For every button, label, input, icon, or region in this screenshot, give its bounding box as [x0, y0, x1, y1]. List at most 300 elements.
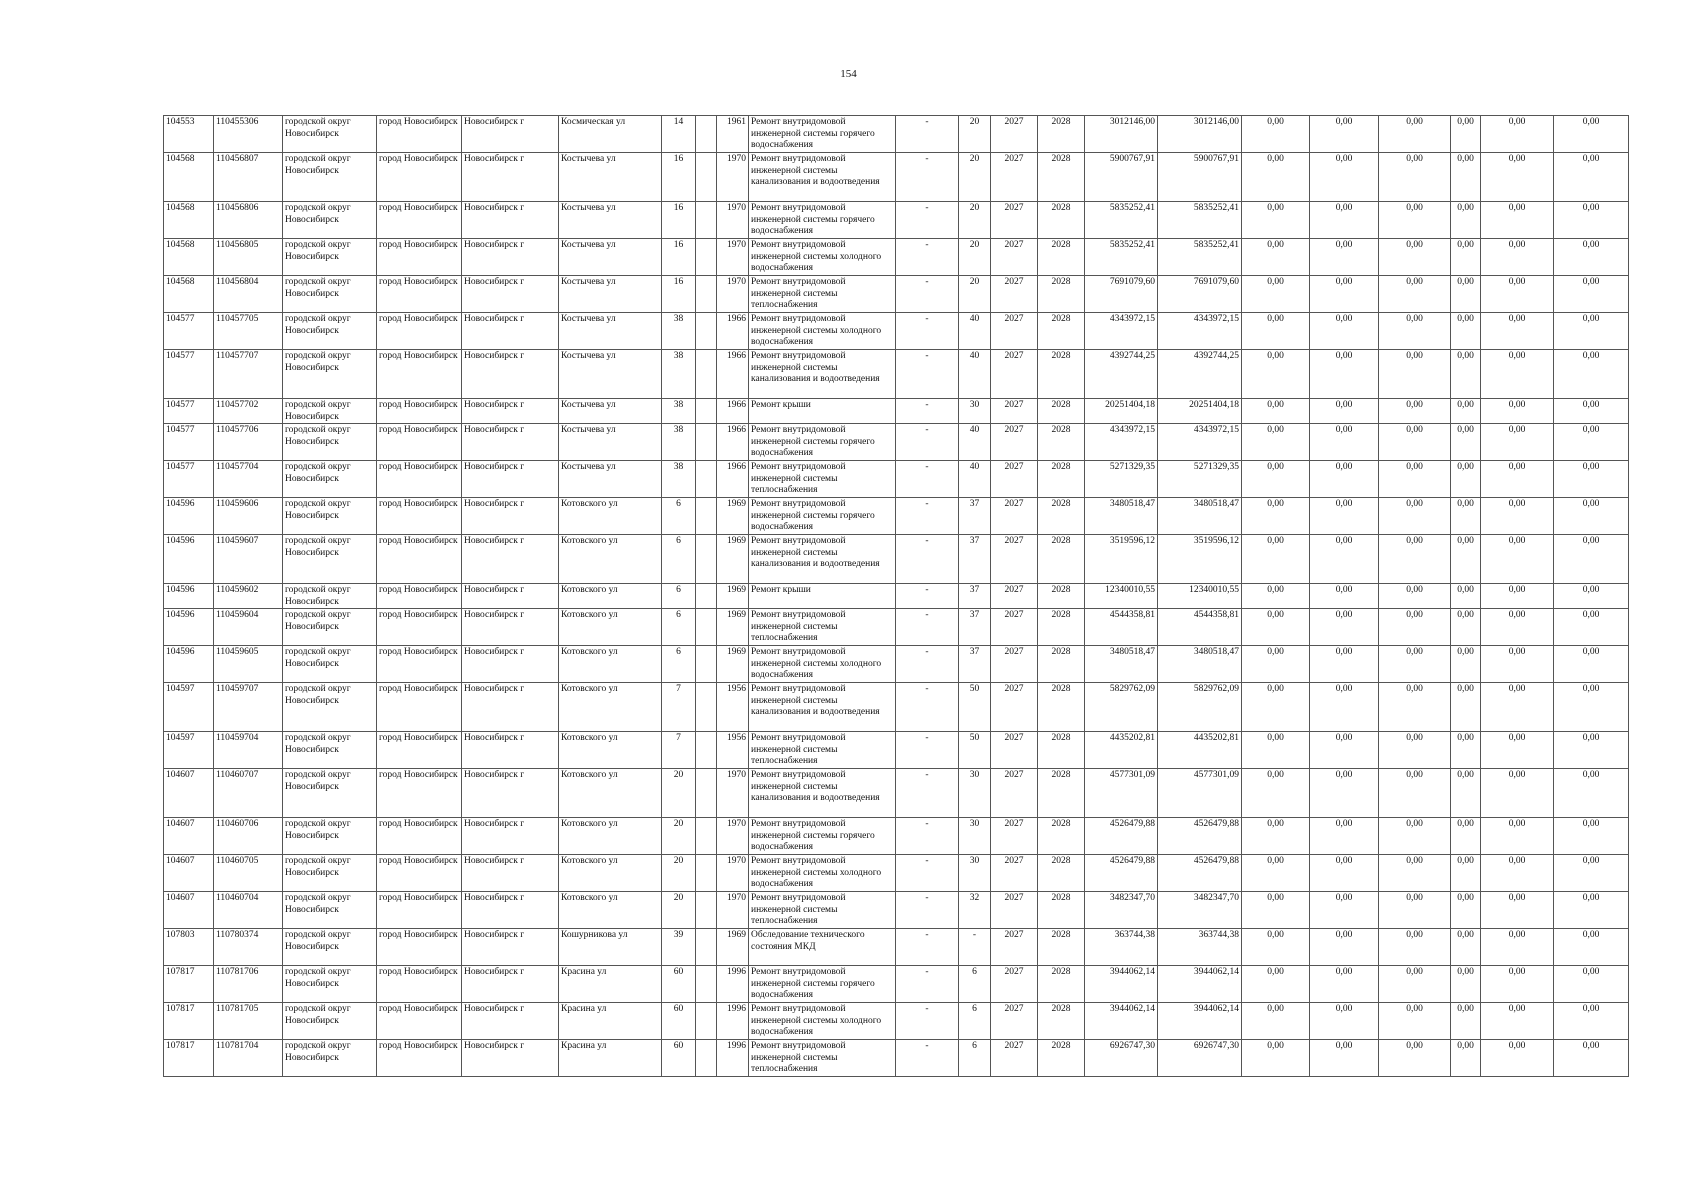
- cell-gorod: город Новосибирск: [377, 1003, 462, 1040]
- cell-c1: -: [896, 498, 959, 535]
- cell-np: Новосибирск г: [462, 769, 559, 818]
- table-row: [164, 683, 1629, 732]
- cell-y2: 2028: [1038, 399, 1085, 424]
- cell-z4: 0,00: [1451, 461, 1481, 498]
- cell-z4: 0,00: [1451, 313, 1481, 350]
- cell-code: 110781705: [214, 1003, 283, 1040]
- cell-work: Ремонт внутридомовой инженерной системы горячего водоснабжения: [749, 116, 896, 153]
- cell-year: 1970: [717, 769, 749, 818]
- cell-z5: 0,00: [1481, 116, 1554, 153]
- table-row: [164, 966, 1629, 1003]
- cell-c1: -: [896, 276, 959, 313]
- cell-z2: 0,00: [1310, 535, 1379, 584]
- cell-c1: -: [896, 818, 959, 855]
- cell-z5: 0,00: [1481, 609, 1554, 646]
- cell-z6: 0,00: [1554, 498, 1629, 535]
- cell-gorod: город Новосибирск: [377, 818, 462, 855]
- cell-z2: 0,00: [1310, 609, 1379, 646]
- cell-y2: 2028: [1038, 461, 1085, 498]
- cell-np: Новосибирск г: [462, 855, 559, 892]
- cell-y1: 2027: [991, 683, 1038, 732]
- cell-sum2: 4392744,25: [1158, 350, 1242, 399]
- cell-okrug: городской округ Новосибирск: [283, 892, 377, 929]
- cell-z2: 0,00: [1310, 276, 1379, 313]
- cell-z1: 0,00: [1242, 1003, 1310, 1040]
- cell-z5: 0,00: [1481, 461, 1554, 498]
- cell-okrug: городской округ Новосибирск: [283, 646, 377, 683]
- cell-korp: [696, 732, 717, 769]
- cell-z1: 0,00: [1242, 609, 1310, 646]
- cell-year: 1969: [717, 498, 749, 535]
- cell-np: Новосибирск г: [462, 732, 559, 769]
- cell-work: Ремонт внутридомовой инженерной системы холодного водоснабжения: [749, 239, 896, 276]
- cell-street: Котовского ул: [559, 646, 662, 683]
- cell-gorod: город Новосибирск: [377, 732, 462, 769]
- cell-y1: 2027: [991, 732, 1038, 769]
- cell-z4: 0,00: [1451, 1040, 1481, 1077]
- cell-z5: 0,00: [1481, 929, 1554, 966]
- cell-id: 104596: [164, 609, 214, 646]
- cell-y1: 2027: [991, 609, 1038, 646]
- cell-z3: 0,00: [1379, 498, 1451, 535]
- cell-sum1: 3944062,14: [1085, 966, 1158, 1003]
- cell-korp: [696, 399, 717, 424]
- cell-z2: 0,00: [1310, 498, 1379, 535]
- cell-np: Новосибирск г: [462, 929, 559, 966]
- cell-year: 1996: [717, 966, 749, 1003]
- cell-sum2: 4435202,81: [1158, 732, 1242, 769]
- cell-id: 104568: [164, 276, 214, 313]
- cell-y1: 2027: [991, 1003, 1038, 1040]
- cell-c1: -: [896, 892, 959, 929]
- cell-work: Ремонт внутридомовой инженерной системы горячего водоснабжения: [749, 966, 896, 1003]
- cell-c2: 40: [959, 424, 991, 461]
- table-row: [164, 424, 1629, 461]
- cell-np: Новосибирск г: [462, 1003, 559, 1040]
- cell-korp: [696, 239, 717, 276]
- cell-z2: 0,00: [1310, 1003, 1379, 1040]
- cell-z6: 0,00: [1554, 929, 1629, 966]
- cell-house: 20: [662, 818, 696, 855]
- cell-y1: 2027: [991, 966, 1038, 1003]
- cell-gorod: город Новосибирск: [377, 609, 462, 646]
- cell-z3: 0,00: [1379, 892, 1451, 929]
- cell-c1: -: [896, 239, 959, 276]
- cell-z1: 0,00: [1242, 966, 1310, 1003]
- cell-y1: 2027: [991, 498, 1038, 535]
- table-row: [164, 276, 1629, 313]
- cell-z1: 0,00: [1242, 892, 1310, 929]
- cell-gorod: город Новосибирск: [377, 1040, 462, 1077]
- cell-z6: 0,00: [1554, 732, 1629, 769]
- cell-sum2: 4577301,09: [1158, 769, 1242, 818]
- cell-year: 1966: [717, 399, 749, 424]
- cell-gorod: город Новосибирск: [377, 399, 462, 424]
- cell-id: 107817: [164, 966, 214, 1003]
- cell-z6: 0,00: [1554, 818, 1629, 855]
- cell-c1: -: [896, 350, 959, 399]
- cell-z3: 0,00: [1379, 535, 1451, 584]
- cell-c1: -: [896, 461, 959, 498]
- cell-okrug: городской округ Новосибирск: [283, 276, 377, 313]
- cell-work: Обследование технического состояния МКД: [749, 929, 896, 966]
- cell-street: Котовского ул: [559, 535, 662, 584]
- cell-street: Костычева ул: [559, 153, 662, 202]
- cell-y2: 2028: [1038, 769, 1085, 818]
- cell-okrug: городской округ Новосибирск: [283, 202, 377, 239]
- cell-z3: 0,00: [1379, 1003, 1451, 1040]
- cell-z5: 0,00: [1481, 239, 1554, 276]
- cell-z3: 0,00: [1379, 732, 1451, 769]
- cell-sum1: 4526479,88: [1085, 818, 1158, 855]
- cell-year: 1970: [717, 239, 749, 276]
- cell-street: Костычева ул: [559, 424, 662, 461]
- cell-okrug: городской округ Новосибирск: [283, 498, 377, 535]
- cell-z2: 0,00: [1310, 153, 1379, 202]
- cell-z3: 0,00: [1379, 202, 1451, 239]
- cell-z4: 0,00: [1451, 239, 1481, 276]
- cell-street: Красина ул: [559, 1040, 662, 1077]
- cell-y2: 2028: [1038, 683, 1085, 732]
- cell-okrug: городской округ Новосибирск: [283, 683, 377, 732]
- cell-c2: 40: [959, 350, 991, 399]
- cell-sum2: 3482347,70: [1158, 892, 1242, 929]
- cell-z2: 0,00: [1310, 818, 1379, 855]
- cell-z6: 0,00: [1554, 855, 1629, 892]
- cell-gorod: город Новосибирск: [377, 769, 462, 818]
- table-row: [164, 584, 1629, 609]
- cell-np: Новосибирск г: [462, 313, 559, 350]
- cell-z3: 0,00: [1379, 818, 1451, 855]
- table-row: [164, 1003, 1629, 1040]
- cell-c2: 6: [959, 1003, 991, 1040]
- cell-z4: 0,00: [1451, 350, 1481, 399]
- cell-z4: 0,00: [1451, 1003, 1481, 1040]
- cell-sum1: 3012146,00: [1085, 116, 1158, 153]
- cell-z4: 0,00: [1451, 769, 1481, 818]
- cell-id: 107803: [164, 929, 214, 966]
- cell-np: Новосибирск г: [462, 609, 559, 646]
- cell-y1: 2027: [991, 399, 1038, 424]
- cell-z5: 0,00: [1481, 966, 1554, 1003]
- cell-gorod: город Новосибирск: [377, 855, 462, 892]
- cell-sum2: 3519596,12: [1158, 535, 1242, 584]
- cell-y1: 2027: [991, 239, 1038, 276]
- cell-house: 20: [662, 769, 696, 818]
- cell-c2: 30: [959, 769, 991, 818]
- cell-c1: -: [896, 116, 959, 153]
- cell-y2: 2028: [1038, 732, 1085, 769]
- cell-id: 104596: [164, 584, 214, 609]
- cell-c2: 6: [959, 1040, 991, 1077]
- cell-sum2: 3480518,47: [1158, 646, 1242, 683]
- cell-code: 110460705: [214, 855, 283, 892]
- cell-gorod: город Новосибирск: [377, 116, 462, 153]
- table-row: [164, 609, 1629, 646]
- cell-korp: [696, 116, 717, 153]
- cell-street: Кошурникова ул: [559, 929, 662, 966]
- cell-c2: 32: [959, 892, 991, 929]
- cell-z4: 0,00: [1451, 498, 1481, 535]
- table-row: [164, 239, 1629, 276]
- cell-work: Ремонт внутридомовой инженерной системы горячего водоснабжения: [749, 424, 896, 461]
- cell-z5: 0,00: [1481, 153, 1554, 202]
- cell-y2: 2028: [1038, 116, 1085, 153]
- cell-code: 110459707: [214, 683, 283, 732]
- cell-okrug: городской округ Новосибирск: [283, 535, 377, 584]
- cell-sum2: 3480518,47: [1158, 498, 1242, 535]
- table-row: [164, 313, 1629, 350]
- cell-np: Новосибирск г: [462, 646, 559, 683]
- cell-okrug: городской округ Новосибирск: [283, 929, 377, 966]
- cell-gorod: город Новосибирск: [377, 202, 462, 239]
- cell-gorod: город Новосибирск: [377, 683, 462, 732]
- cell-street: Костычева ул: [559, 313, 662, 350]
- cell-z1: 0,00: [1242, 818, 1310, 855]
- cell-sum1: 4392744,25: [1085, 350, 1158, 399]
- cell-code: 110457706: [214, 424, 283, 461]
- cell-gorod: город Новосибирск: [377, 966, 462, 1003]
- cell-code: 110456804: [214, 276, 283, 313]
- cell-year: 1961: [717, 116, 749, 153]
- cell-year: 1969: [717, 609, 749, 646]
- cell-z5: 0,00: [1481, 892, 1554, 929]
- cell-z3: 0,00: [1379, 239, 1451, 276]
- cell-korp: [696, 535, 717, 584]
- cell-c1: -: [896, 929, 959, 966]
- cell-z4: 0,00: [1451, 609, 1481, 646]
- cell-z6: 0,00: [1554, 461, 1629, 498]
- cell-c2: 40: [959, 313, 991, 350]
- cell-c1: -: [896, 399, 959, 424]
- cell-year: 1970: [717, 818, 749, 855]
- cell-z1: 0,00: [1242, 646, 1310, 683]
- cell-house: 16: [662, 276, 696, 313]
- cell-z2: 0,00: [1310, 461, 1379, 498]
- cell-sum2: 4526479,88: [1158, 818, 1242, 855]
- table-row: [164, 202, 1629, 239]
- cell-gorod: город Новосибирск: [377, 461, 462, 498]
- cell-z5: 0,00: [1481, 202, 1554, 239]
- cell-z3: 0,00: [1379, 683, 1451, 732]
- cell-c2: 30: [959, 818, 991, 855]
- cell-c1: -: [896, 609, 959, 646]
- cell-z4: 0,00: [1451, 424, 1481, 461]
- cell-sum1: 363744,38: [1085, 929, 1158, 966]
- cell-z1: 0,00: [1242, 399, 1310, 424]
- cell-sum2: 3944062,14: [1158, 966, 1242, 1003]
- cell-sum1: 12340010,55: [1085, 584, 1158, 609]
- cell-sum1: 5829762,09: [1085, 683, 1158, 732]
- cell-sum2: 4343972,15: [1158, 313, 1242, 350]
- cell-sum1: 5900767,91: [1085, 153, 1158, 202]
- cell-np: Новосибирск г: [462, 892, 559, 929]
- cell-house: 38: [662, 461, 696, 498]
- cell-house: 38: [662, 313, 696, 350]
- cell-c1: -: [896, 1040, 959, 1077]
- cell-okrug: городской округ Новосибирск: [283, 153, 377, 202]
- cell-c1: -: [896, 966, 959, 1003]
- cell-code: 110457707: [214, 350, 283, 399]
- cell-house: 38: [662, 424, 696, 461]
- cell-id: 104607: [164, 769, 214, 818]
- cell-code: 110456805: [214, 239, 283, 276]
- cell-house: 20: [662, 855, 696, 892]
- cell-sum2: 4544358,81: [1158, 609, 1242, 646]
- cell-year: 1969: [717, 929, 749, 966]
- cell-sum1: 4544358,81: [1085, 609, 1158, 646]
- cell-c2: 40: [959, 461, 991, 498]
- cell-id: 104568: [164, 153, 214, 202]
- cell-sum2: 5829762,09: [1158, 683, 1242, 732]
- cell-z6: 0,00: [1554, 584, 1629, 609]
- cell-year: 1969: [717, 535, 749, 584]
- cell-np: Новосибирск г: [462, 399, 559, 424]
- cell-y2: 2028: [1038, 313, 1085, 350]
- cell-sum1: 3480518,47: [1085, 498, 1158, 535]
- cell-z1: 0,00: [1242, 498, 1310, 535]
- cell-work: Ремонт внутридомовой инженерной системы теплоснабжения: [749, 609, 896, 646]
- cell-house: 6: [662, 646, 696, 683]
- cell-sum1: 5271329,35: [1085, 461, 1158, 498]
- cell-z1: 0,00: [1242, 350, 1310, 399]
- cell-sum1: 3519596,12: [1085, 535, 1158, 584]
- cell-z1: 0,00: [1242, 1040, 1310, 1077]
- cell-street: Котовского ул: [559, 732, 662, 769]
- cell-np: Новосибирск г: [462, 350, 559, 399]
- cell-okrug: городской округ Новосибирск: [283, 732, 377, 769]
- cell-id: 107817: [164, 1003, 214, 1040]
- cell-street: Красина ул: [559, 1003, 662, 1040]
- cell-np: Новосибирск г: [462, 239, 559, 276]
- cell-gorod: город Новосибирск: [377, 350, 462, 399]
- repair-register-table: [163, 115, 1629, 1077]
- cell-sum2: 3012146,00: [1158, 116, 1242, 153]
- cell-sum1: 4343972,15: [1085, 313, 1158, 350]
- cell-okrug: городской округ Новосибирск: [283, 116, 377, 153]
- cell-id: 104577: [164, 313, 214, 350]
- cell-y2: 2028: [1038, 239, 1085, 276]
- cell-c1: -: [896, 535, 959, 584]
- cell-street: Костычева ул: [559, 276, 662, 313]
- cell-sum2: 20251404,18: [1158, 399, 1242, 424]
- cell-korp: [696, 276, 717, 313]
- cell-sum1: 5835252,41: [1085, 239, 1158, 276]
- cell-y1: 2027: [991, 461, 1038, 498]
- cell-work: Ремонт крыши: [749, 399, 896, 424]
- cell-code: 110459606: [214, 498, 283, 535]
- cell-korp: [696, 683, 717, 732]
- cell-y1: 2027: [991, 769, 1038, 818]
- cell-work: Ремонт внутридомовой инженерной системы канализования и водоотведения: [749, 769, 896, 818]
- cell-okrug: городской округ Новосибирск: [283, 313, 377, 350]
- cell-np: Новосибирск г: [462, 498, 559, 535]
- cell-gorod: город Новосибирск: [377, 892, 462, 929]
- cell-okrug: городской округ Новосибирск: [283, 855, 377, 892]
- cell-house: 7: [662, 683, 696, 732]
- cell-z2: 0,00: [1310, 584, 1379, 609]
- table-row: [164, 732, 1629, 769]
- cell-z4: 0,00: [1451, 966, 1481, 1003]
- cell-id: 104597: [164, 732, 214, 769]
- cell-work: Ремонт внутридомовой инженерной системы канализования и водоотведения: [749, 535, 896, 584]
- cell-y1: 2027: [991, 855, 1038, 892]
- cell-z4: 0,00: [1451, 202, 1481, 239]
- cell-c2: 30: [959, 399, 991, 424]
- cell-sum1: 4435202,81: [1085, 732, 1158, 769]
- cell-y2: 2028: [1038, 276, 1085, 313]
- cell-sum1: 6926747,30: [1085, 1040, 1158, 1077]
- cell-z3: 0,00: [1379, 769, 1451, 818]
- cell-y1: 2027: [991, 584, 1038, 609]
- cell-house: 6: [662, 498, 696, 535]
- cell-gorod: город Новосибирск: [377, 584, 462, 609]
- cell-work: Ремонт внутридомовой инженерной системы теплоснабжения: [749, 892, 896, 929]
- cell-z3: 0,00: [1379, 929, 1451, 966]
- cell-c2: 20: [959, 202, 991, 239]
- cell-sum1: 3944062,14: [1085, 1003, 1158, 1040]
- cell-c1: -: [896, 732, 959, 769]
- cell-okrug: городской округ Новосибирск: [283, 399, 377, 424]
- cell-y2: 2028: [1038, 818, 1085, 855]
- cell-house: 60: [662, 966, 696, 1003]
- cell-np: Новосибирск г: [462, 116, 559, 153]
- cell-z6: 0,00: [1554, 350, 1629, 399]
- cell-year: 1969: [717, 584, 749, 609]
- cell-korp: [696, 609, 717, 646]
- cell-z4: 0,00: [1451, 646, 1481, 683]
- cell-sum2: 4343972,15: [1158, 424, 1242, 461]
- cell-street: Костычева ул: [559, 202, 662, 239]
- cell-house: 14: [662, 116, 696, 153]
- cell-z1: 0,00: [1242, 239, 1310, 276]
- cell-year: 1970: [717, 855, 749, 892]
- cell-z4: 0,00: [1451, 584, 1481, 609]
- cell-okrug: городской округ Новосибирск: [283, 239, 377, 276]
- cell-z5: 0,00: [1481, 584, 1554, 609]
- cell-id: 104577: [164, 461, 214, 498]
- cell-z6: 0,00: [1554, 399, 1629, 424]
- cell-code: 110460704: [214, 892, 283, 929]
- cell-korp: [696, 1003, 717, 1040]
- cell-z6: 0,00: [1554, 239, 1629, 276]
- cell-z1: 0,00: [1242, 584, 1310, 609]
- cell-c2: 20: [959, 116, 991, 153]
- cell-work: Ремонт внутридомовой инженерной системы теплоснабжения: [749, 732, 896, 769]
- cell-y2: 2028: [1038, 1040, 1085, 1077]
- cell-y2: 2028: [1038, 584, 1085, 609]
- cell-z5: 0,00: [1481, 350, 1554, 399]
- cell-z2: 0,00: [1310, 683, 1379, 732]
- cell-z2: 0,00: [1310, 202, 1379, 239]
- cell-c2: 37: [959, 584, 991, 609]
- cell-sum2: 5900767,91: [1158, 153, 1242, 202]
- cell-work: Ремонт внутридомовой инженерной системы теплоснабжения: [749, 276, 896, 313]
- cell-z3: 0,00: [1379, 461, 1451, 498]
- cell-y2: 2028: [1038, 929, 1085, 966]
- cell-c2: 50: [959, 732, 991, 769]
- cell-z4: 0,00: [1451, 818, 1481, 855]
- cell-z1: 0,00: [1242, 153, 1310, 202]
- cell-gorod: город Новосибирск: [377, 276, 462, 313]
- cell-y1: 2027: [991, 1040, 1038, 1077]
- cell-korp: [696, 1040, 717, 1077]
- cell-gorod: город Новосибирск: [377, 535, 462, 584]
- cell-house: 60: [662, 1040, 696, 1077]
- cell-korp: [696, 646, 717, 683]
- cell-z3: 0,00: [1379, 1040, 1451, 1077]
- cell-np: Новосибирск г: [462, 535, 559, 584]
